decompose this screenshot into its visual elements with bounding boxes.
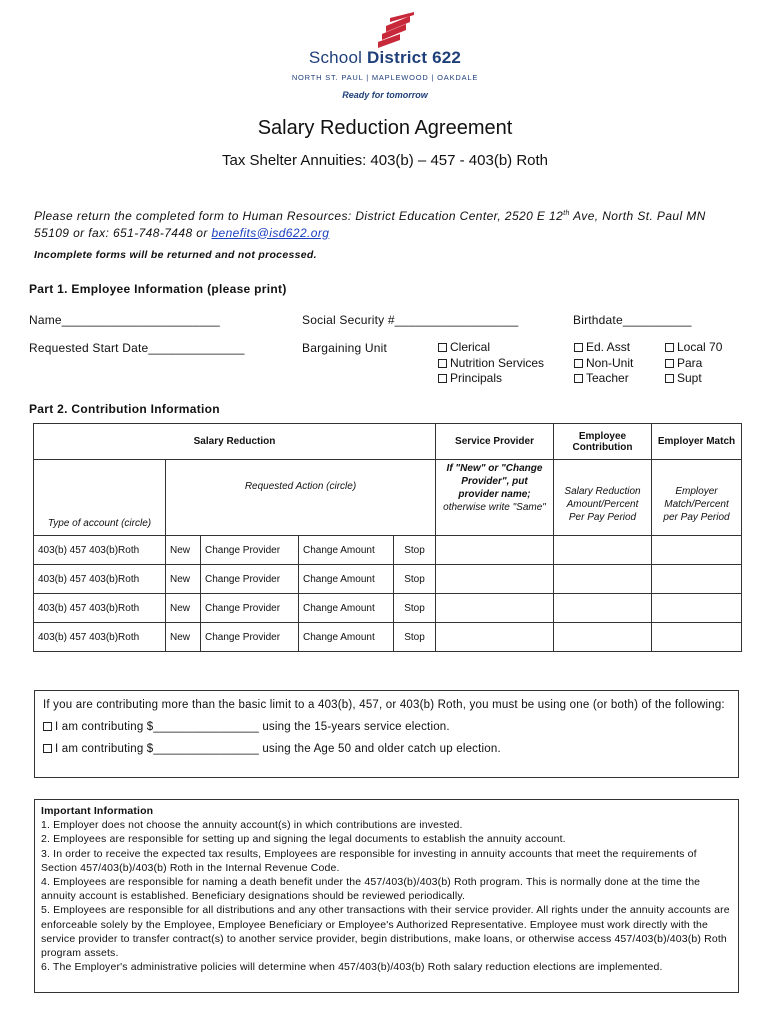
- account-type-options[interactable]: 403(b) 457 403(b)Roth: [34, 565, 166, 594]
- checkbox-icon[interactable]: [665, 359, 674, 368]
- bargaining-unit-label: Bargaining Unit: [302, 341, 388, 355]
- service-provider-header: Service Provider: [436, 424, 554, 460]
- employee-contribution-cell[interactable]: [554, 536, 652, 565]
- service-provider-cell[interactable]: [436, 536, 554, 565]
- action-change-amount[interactable]: Change Amount: [299, 623, 394, 652]
- ssn-field[interactable]: Social Security #__________________: [302, 313, 519, 327]
- checkbox-icon[interactable]: [43, 744, 52, 753]
- requested-action-subheader: Requested Action (circle): [166, 460, 436, 536]
- important-information-box: [34, 799, 739, 993]
- district-logo-subline: NORTH ST. PAUL | MAPLEWOOD | OAKDALE: [291, 73, 479, 82]
- account-type-options[interactable]: 403(b) 457 403(b)Roth: [34, 594, 166, 623]
- action-new[interactable]: New: [166, 536, 201, 565]
- action-change-provider[interactable]: Change Provider: [201, 565, 299, 594]
- employee-contribution-cell[interactable]: [554, 623, 652, 652]
- unit-option[interactable]: Ed. Asst: [574, 340, 633, 356]
- form-title: Salary Reduction Agreement: [257, 117, 513, 139]
- unit-option[interactable]: Local 70: [665, 340, 722, 356]
- unit-option[interactable]: Principals: [438, 371, 544, 387]
- table-row: [34, 594, 742, 623]
- unit-option[interactable]: Teacher: [574, 371, 633, 387]
- employer-match-cell[interactable]: [652, 623, 742, 652]
- employee-amount-subheader: Salary Reduction Amount/Percent Per Pay Period: [554, 460, 652, 536]
- action-new[interactable]: New: [166, 623, 201, 652]
- type-of-account-subheader: Type of account (circle): [34, 460, 166, 536]
- important-heading: Important Information: [41, 805, 154, 817]
- district-logo-name: School District 622: [308, 48, 462, 67]
- employer-match-cell[interactable]: [652, 565, 742, 594]
- checkbox-icon[interactable]: [574, 343, 583, 352]
- employee-contribution-header: Employee Contribution: [554, 424, 652, 460]
- important-item: 3. In order to receive the expected tax results, Employees are responsible for investing in annuity accounts that meet the requirements of Section 457/403(b)/403(b) Roth in the Internal Revenue Code.: [41, 847, 697, 874]
- unit-option[interactable]: Clerical: [438, 340, 544, 356]
- checkbox-icon[interactable]: [574, 374, 583, 383]
- unit-option[interactable]: Nutrition Services: [438, 356, 544, 372]
- action-stop[interactable]: Stop: [394, 623, 436, 652]
- action-change-provider[interactable]: Change Provider: [201, 536, 299, 565]
- important-item: 5. Employees are responsible for all distributions and any other transactions with their service provider. All rights under the annuity accounts are enforceable solely by the Employee, Employee Beneficiary or Employee's Authorized Representative. Employee must work directly with the service provider to transfer contract(s) to another service provider, begin distributions, make loans, or otherwise access 457/403(b)/403(b) Roth program assets.: [41, 904, 730, 960]
- benefits-email-link[interactable]: benefits@isd622.org: [211, 225, 330, 240]
- limit-option-age-50[interactable]: I am contributing $________________ using the Age 50 and older catch up election.: [43, 741, 730, 757]
- action-change-provider[interactable]: Change Provider: [201, 594, 299, 623]
- limit-intro: If you are contributing more than the basic limit to a 403(b), 457, or 403(b) Roth, you must be using one (or both) of the following:: [43, 699, 725, 711]
- checkbox-icon[interactable]: [438, 374, 447, 383]
- part1-heading: Part 1. Employee Information (please print): [29, 282, 287, 296]
- service-provider-cell[interactable]: [436, 594, 554, 623]
- checkbox-icon[interactable]: [43, 722, 52, 731]
- important-item: 6. The Employer's administrative policies will determine when 457/403(b)/403(b) Roth salary reduction elections are implemented.: [41, 961, 663, 974]
- name-field[interactable]: Name_______________________: [29, 313, 220, 327]
- action-stop[interactable]: Stop: [394, 594, 436, 623]
- district-logo-mark: [370, 12, 418, 52]
- contribution-table: [33, 423, 742, 652]
- bargaining-units-col3: [665, 340, 722, 387]
- important-item: 1. Employer does not choose the annuity account(s) in which contributions are invested.: [41, 819, 463, 832]
- action-change-amount[interactable]: Change Amount: [299, 594, 394, 623]
- birthdate-field[interactable]: Birthdate__________: [573, 313, 692, 327]
- checkbox-icon[interactable]: [665, 374, 674, 383]
- action-stop[interactable]: Stop: [394, 536, 436, 565]
- action-new[interactable]: New: [166, 594, 201, 623]
- limit-option-15-year[interactable]: I am contributing $________________ using the 15-years service election.: [43, 719, 730, 735]
- contribution-limit-box: [34, 690, 739, 778]
- form-subtitle: Tax Shelter Annuities: 403(b) – 457 - 403(b) Roth: [221, 152, 549, 169]
- checkbox-icon[interactable]: [574, 359, 583, 368]
- provider-note: If "New" or "Change Provider", put provider name; otherwise write "Same": [436, 460, 554, 536]
- employee-contribution-cell[interactable]: [554, 594, 652, 623]
- table-row: [34, 565, 742, 594]
- important-item: 2. Employees are responsible for setting up and signing the legal documents to establish the annuity account.: [41, 833, 566, 846]
- service-provider-cell[interactable]: [436, 623, 554, 652]
- table-row: [34, 536, 742, 565]
- start-date-field[interactable]: Requested Start Date______________: [29, 341, 245, 355]
- incomplete-warning: Incomplete forms will be returned and not processed.: [34, 249, 317, 261]
- checkbox-icon[interactable]: [438, 359, 447, 368]
- table-row: [34, 623, 742, 652]
- unit-option[interactable]: Para: [665, 356, 722, 372]
- salary-reduction-header: Salary Reduction: [34, 424, 436, 460]
- action-change-provider[interactable]: Change Provider: [201, 623, 299, 652]
- part2-heading: Part 2. Contribution Information: [29, 402, 220, 416]
- checkbox-icon[interactable]: [665, 343, 674, 352]
- checkbox-icon[interactable]: [438, 343, 447, 352]
- employer-match-header: Employer Match: [652, 424, 742, 460]
- important-item: 4. Employees are responsible for naming a death benefit under the 457/403(b)/403(b) Roth program. This is normally done at the time the annuity account is established. Beneficiary designations should be reviewed periodically.: [41, 876, 701, 903]
- unit-option[interactable]: Supt: [665, 371, 722, 387]
- account-type-options[interactable]: 403(b) 457 403(b)Roth: [34, 536, 166, 565]
- unit-option[interactable]: Non-Unit: [574, 356, 633, 372]
- employer-match-cell[interactable]: [652, 594, 742, 623]
- action-new[interactable]: New: [166, 565, 201, 594]
- return-instructions: Please return the completed form to Human Resources: District Education Center, 2520 E 12th Ave, North St. Paul MN 55109 or fax: 651-748-7448 or benefits@isd622.org: [34, 209, 706, 240]
- employer-amount-subheader: Employer Match/Percent per Pay Period: [652, 460, 742, 536]
- account-type-options[interactable]: 403(b) 457 403(b)Roth: [34, 623, 166, 652]
- bargaining-units-col1: [438, 340, 544, 387]
- employee-contribution-cell[interactable]: [554, 565, 652, 594]
- action-stop[interactable]: Stop: [394, 565, 436, 594]
- action-change-amount[interactable]: Change Amount: [299, 565, 394, 594]
- employer-match-cell[interactable]: [652, 536, 742, 565]
- district-logo-tagline: Ready for tomorrow: [342, 90, 428, 100]
- service-provider-cell[interactable]: [436, 565, 554, 594]
- bargaining-units-col2: [574, 340, 633, 387]
- action-change-amount[interactable]: Change Amount: [299, 536, 394, 565]
